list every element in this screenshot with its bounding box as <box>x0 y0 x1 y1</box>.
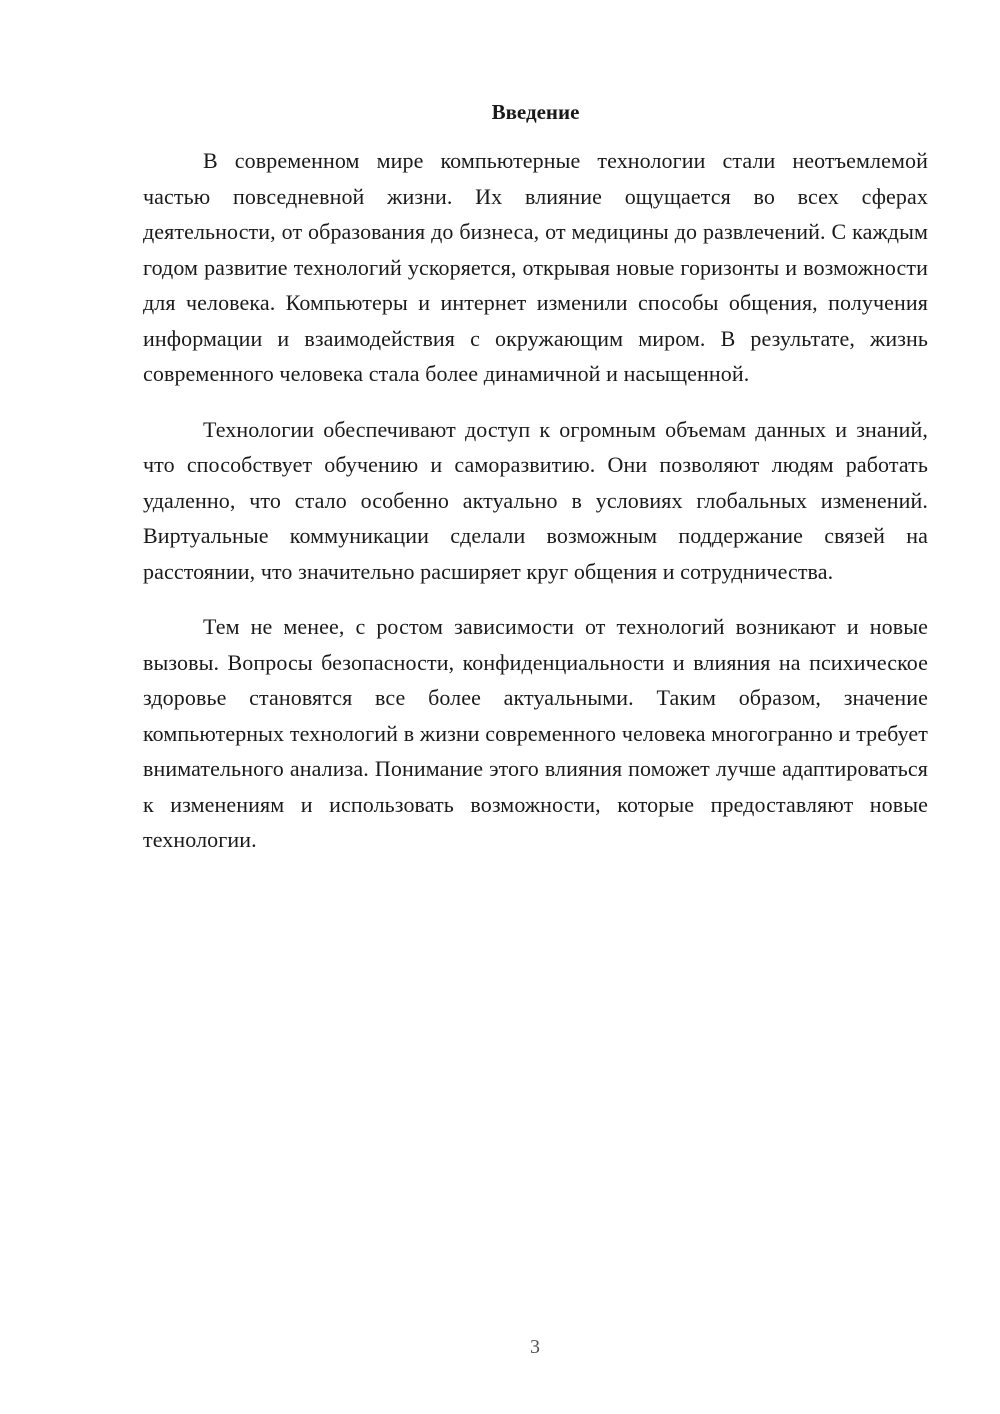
paragraph-1: В современном мире компьютерные технологии стали неотъемлемой частью повседневной жизни. Их влияние ощущается во всех сферах деятельности, от образования до бизнеса, от медицины до развлечений. С каждым годом развитие технологий ускоряется, открывая новые горизонты и возможности для человека. Компьютеры и интернет изменили способы общения, получения информации и взаимодействия с окружающим миром. В результате, жизнь современного человека стала более динамичной и насыщенной. <box>143 148 928 386</box>
section-heading: Введение <box>491 100 580 124</box>
paragraph-3: Тем не менее, с ростом зависимости от технологий возникают и новые вызовы. Вопросы безопасности, конфиденциальности и влияния на психическое здоровье становятся все более актуальными. Таким образом, значение компьютерных технологий в жизни современного человека многогранно и требует внимательного анализа. Понимание этого влияния поможет лучше адаптироваться к изменениям и использовать возможности, которые предоставляют новые технологии. <box>143 614 928 852</box>
page-number: 3 <box>530 1336 540 1358</box>
body-text <box>143 143 928 878</box>
paragraph-2: Технологии обеспечивают доступ к огромным объемам данных и знаний, что способствует обучению и саморазвитию. Они позволяют людям работать удаленно, что стало особенно актуально в условиях глобальных изменений. Виртуальные коммуникации сделали возможным поддержание связей на расстоянии, что значительно расширяет круг общения и сотрудничества. <box>143 416 928 584</box>
